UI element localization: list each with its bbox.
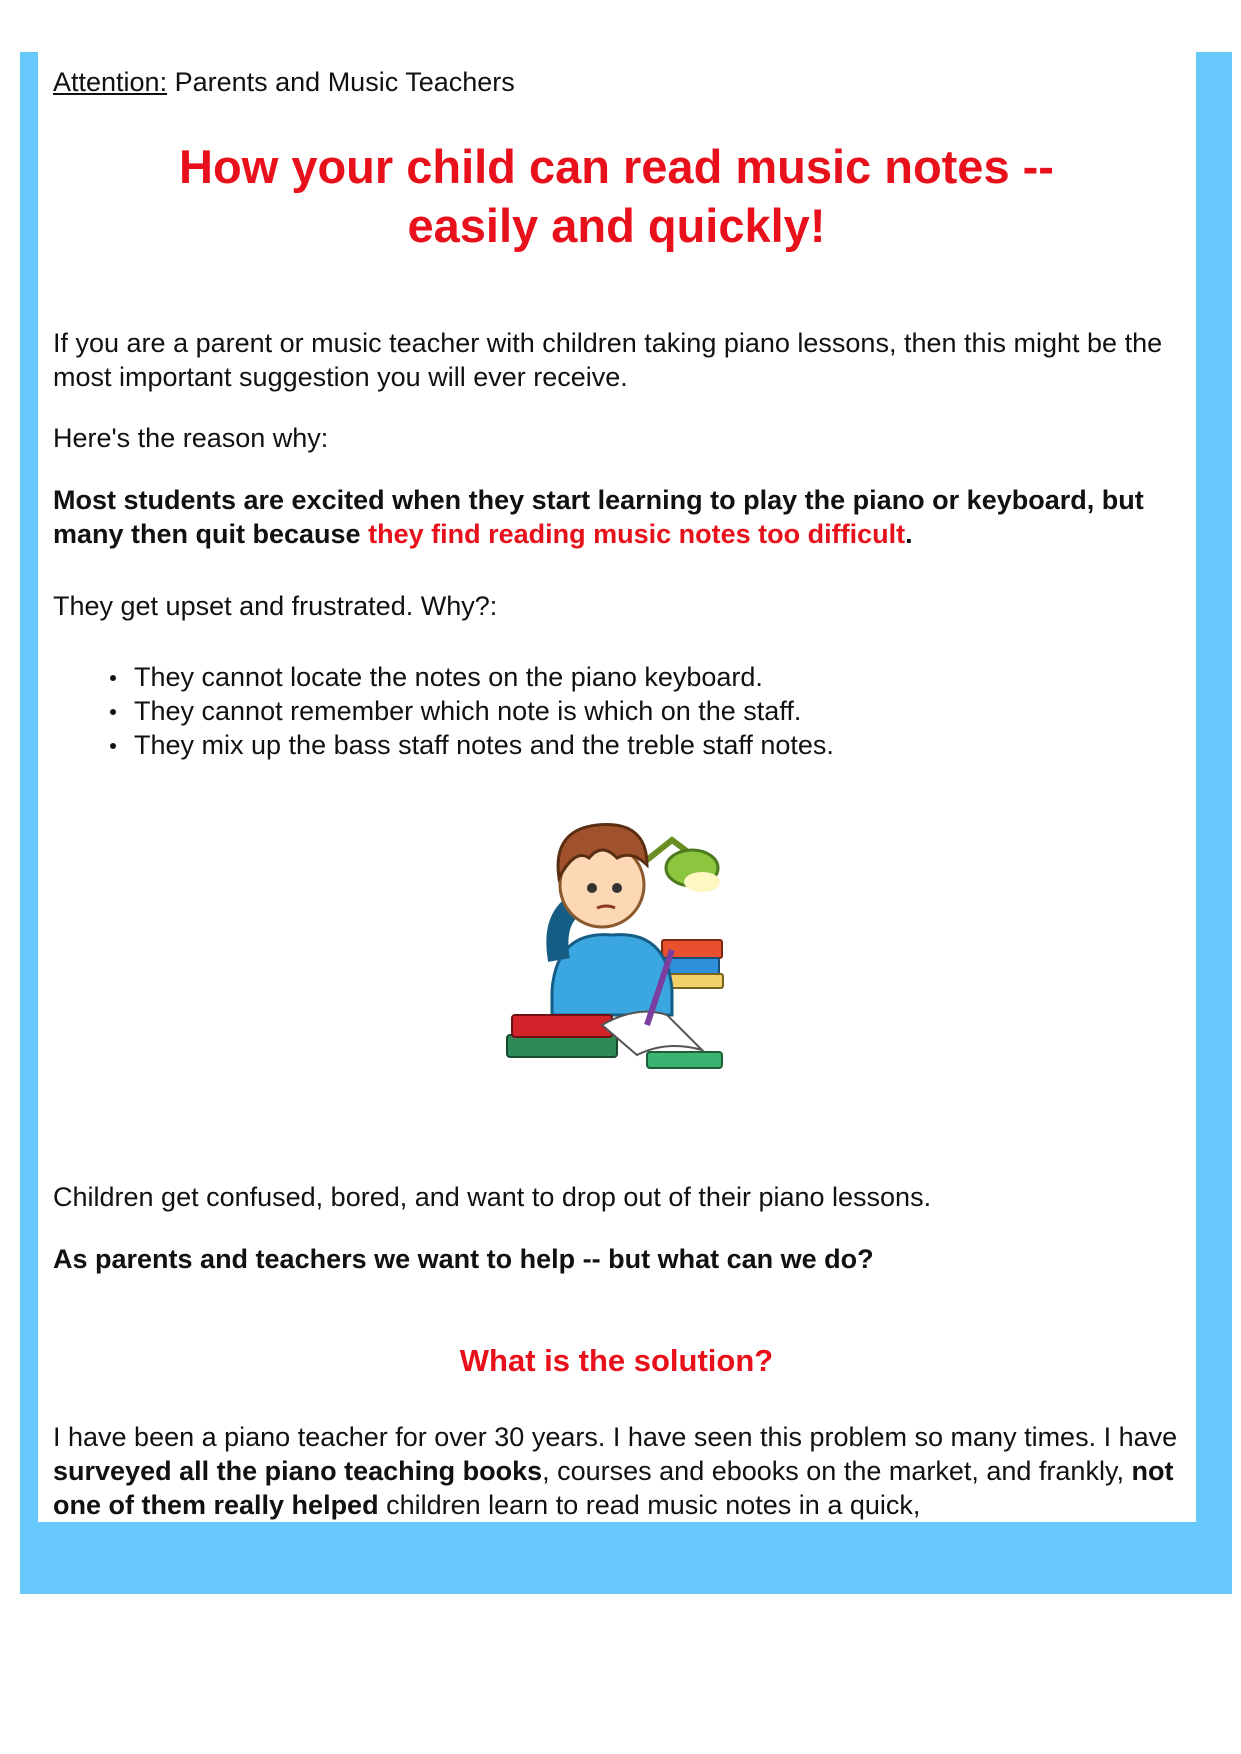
upset-paragraph: They get upset and frustrated. Why?: xyxy=(53,591,498,621)
bold-statement xyxy=(53,483,1180,551)
content-panel xyxy=(38,52,1196,1522)
illustration xyxy=(53,800,1180,1090)
teacher-text-1: I have been a piano teacher for over 30 years. I have seen this problem so many times. I have xyxy=(53,1422,1178,1452)
attention-line xyxy=(53,65,1180,99)
teacher-bold-1: surveyed all the piano teaching books xyxy=(53,1456,543,1486)
problem-list xyxy=(53,660,1180,762)
headline xyxy=(53,137,1180,255)
reason-paragraph: Here's the reason why: xyxy=(53,423,329,453)
list-item: They cannot remember which note is which on the staff. xyxy=(134,694,1180,728)
list-item: They cannot locate the notes on the piano keyboard. xyxy=(134,660,1180,694)
headline-line-1: How your child can read music notes -- xyxy=(179,140,1054,193)
attention-label: Attention: xyxy=(53,67,168,97)
bold-statement-highlight: they find reading music notes too difficult xyxy=(368,519,906,549)
bold-statement-text: Most students are excited when they start learning to play the piano or keyboard, but many then quit because xyxy=(53,485,1144,549)
list-item: They mix up the bass staff notes and the treble staff notes. xyxy=(134,728,1180,762)
teacher-text-2: , courses and ebooks on the market, and frankly, xyxy=(542,1456,1124,1486)
teacher-text-3: children learn to read music notes in a quick, xyxy=(386,1490,921,1520)
teacher-paragraph xyxy=(53,1420,1180,1522)
student-studying-icon xyxy=(497,800,737,1090)
bold-statement-end: . xyxy=(905,519,913,549)
teacher-bold-2: not one of them really helped xyxy=(53,1456,1174,1520)
attention-text: Parents and Music Teachers xyxy=(174,67,515,97)
confused-paragraph: Children get confused, bored, and want to drop out of their piano lessons. xyxy=(53,1182,932,1212)
headline-line-2: easily and quickly! xyxy=(407,199,826,252)
help-question: As parents and teachers we want to help -- but what can we do? xyxy=(53,1244,874,1274)
intro-paragraph: If you are a parent or music teacher with children taking piano lessons, then this might be the most important suggestion you will ever receive. xyxy=(53,328,1163,392)
solution-heading: What is the solution? xyxy=(459,1343,774,1378)
